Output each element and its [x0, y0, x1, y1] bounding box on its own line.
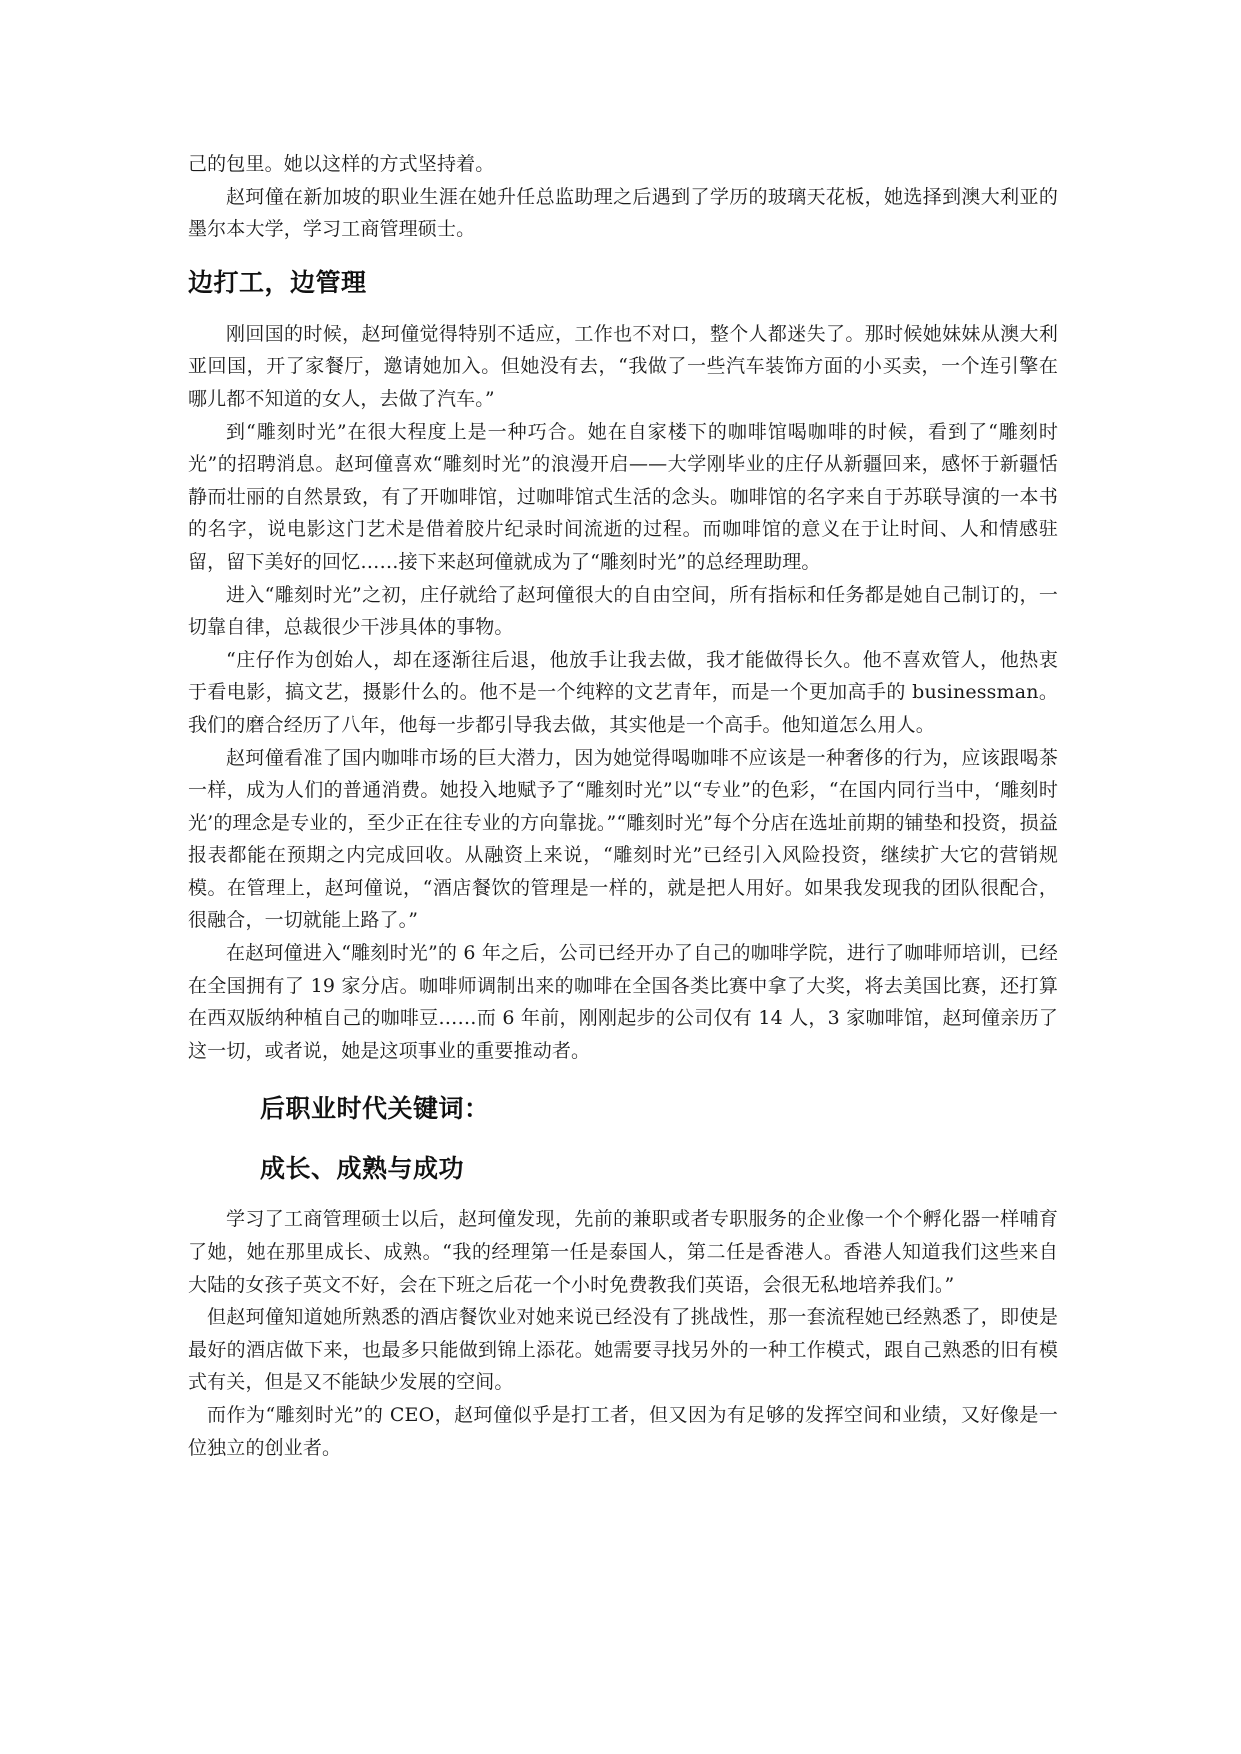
- section-heading-keywords-line2: 成长、成熟与成功: [260, 1154, 465, 1184]
- section-heading-keywords-line1: 后职业时代关键词：: [260, 1094, 490, 1124]
- paragraph-coffee-market: 赵珂僮看准了国内咖啡市场的巨大潜力，因为她觉得喝咖啡不应该是一种奢侈的行为，应该跟喝茶一样，成为人们的普通消费。她投入地赋予了“雕刻时光”以“专业”的色彩，“在国内同行当中，‘雕刻时光’的理念是专业的，至少正在往专业的方向靠拢。”“雕刻时光”每个分店在选址前期的铺垫和投资，损益报表都能在预期之内完成回收。从融资上来说，“雕刻时光”已经引入风险投资，继续扩大它的营销规模。在管理上，赵珂僮说，“酒店餐饮的管理是一样的，就是把人用好。如果我发现我的团队很配合，很融合，一切就能上路了。”: [188, 746, 1058, 932]
- document-page: [188, 148, 1058, 1464]
- paragraph-return-home: 刚回国的时候，赵珂僮觉得特别不适应，工作也不对口，整个人都迷失了。那时候她妹妹从澳大利亚回国，开了家餐厅，邀请她加入。但她没有去，“我做了一些汽车装饰方面的小买卖，一个连引擎在哪儿都不知道的女人，去做了汽车。”: [188, 322, 1058, 410]
- paragraph-freedom: 进入“雕刻时光”之初，庄仔就给了赵珂僮很大的自由空间，所有指标和任务都是她自己制订的，一切靠自律，总裁很少干涉具体的事物。: [188, 583, 1058, 639]
- paragraph-joining-diaoke-shiguang: 到“雕刻时光”在很大程度上是一种巧合。她在自家楼下的咖啡馆喝咖啡的时候，看到了“雕刻时光”的招聘消息。赵珂僮喜欢“雕刻时光”的浪漫开启——大学刚毕业的庄仔从新疆回来，感怀于新疆恬静而壮丽的自然景致，有了开咖啡馆，过咖啡馆式生活的念头。咖啡馆的名字来自于苏联导演的一本书的名字，说电影这门艺术是借着胶片纪录时间流逝的过程。而咖啡馆的意义在于让时间、人和情感驻留，留下美好的回忆……接下来赵珂僮就成为了“雕刻时光”的总经理助理。: [188, 420, 1058, 573]
- paragraph-singapore-career: 赵珂僮在新加坡的职业生涯在她升任总监助理之后遇到了学历的玻璃天花板，她选择到澳大利亚的墨尔本大学，学习工商管理硕士。: [188, 185, 1058, 241]
- paragraph-continuation: 己的包里。她以这样的方式坚持着。: [188, 153, 495, 175]
- paragraph-no-challenge: 但赵珂僮知道她所熟悉的酒店餐饮业对她来说已经没有了挑战性，那一套流程她已经熟悉了，即使是最好的酒店做下来，也最多只能做到锦上添花。她需要寻找另外的一种工作模式，跟自己熟悉的旧有模式有关，但是又不能缺少发展的空间。: [188, 1306, 1058, 1394]
- paragraph-six-years: 在赵珂僮进入“雕刻时光”的 6 年之后，公司已经开办了自己的咖啡学院，进行了咖啡师培训，已经在全国拥有了 19 家分店。咖啡师调制出来的咖啡在全国各类比赛中拿了大奖，将去美国比赛，还打算在西双版纳种植自己的咖啡豆……而 6 年前，刚刚起步的公司仅有 14 人，3 家咖啡馆，赵珂僮亲历了这一切，或者说，她是这项事业的重要推动者。: [188, 942, 1058, 1062]
- paragraph-ceo-role: 而作为“雕刻时光”的 CEO，赵珂僮似乎是打工者，但又因为有足够的发挥空间和业绩，又好像是一位独立的创业者。: [188, 1404, 1058, 1459]
- paragraph-founder-quote: “庄仔作为创始人，却在逐渐往后退，他放手让我去做，我才能做得长久。他不喜欢管人，他热衷于看电影，搞文艺，摄影什么的。他不是一个纯粹的文艺青年，而是一个更加高手的 businessman。我们的磨合经历了八年，他每一步都引导我去做，其实他是一个高手。他知道怎么用人。: [188, 648, 1058, 736]
- section-heading-work-and-manage: 边打工，边管理: [188, 267, 367, 297]
- paragraph-mba-growth: 学习了工商管理硕士以后，赵珂僮发现，先前的兼职或者专职服务的企业像一个个孵化器一样哺育了她，她在那里成长、成熟。“我的经理第一任是泰国人，第二任是香港人。香港人知道我们这些来自大陆的女孩子英文不好，会在下班之后花一个小时免费教我们英语，会很无私地培养我们。”: [188, 1208, 1058, 1296]
